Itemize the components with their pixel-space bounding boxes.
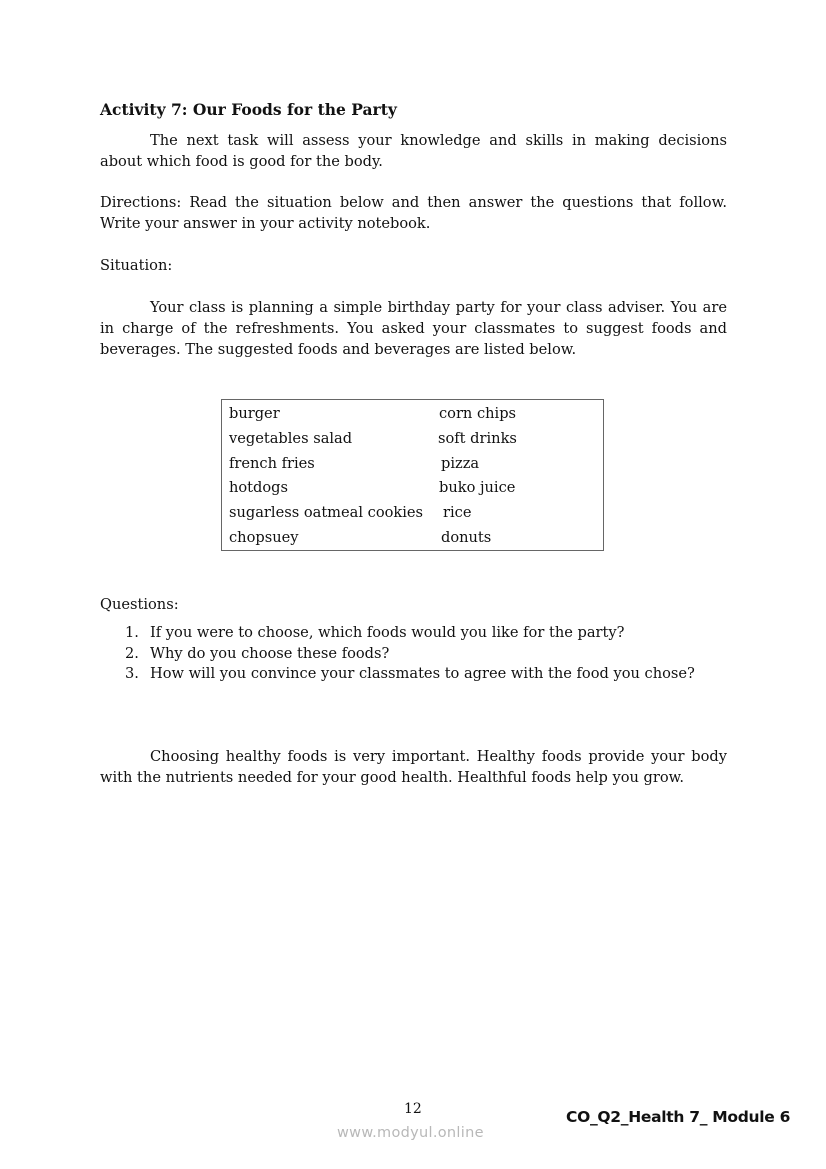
food-list-table xyxy=(221,399,604,551)
table-row xyxy=(229,452,599,477)
page-number: 12 xyxy=(404,1101,422,1117)
food-item: sugarless oatmeal cookies xyxy=(229,504,424,522)
activity-title: Activity 7: Our Foods for the Party xyxy=(100,100,397,119)
question-text: Why do you choose these foods? xyxy=(150,644,390,662)
closing-paragraph: Choosing healthy foods is very important. Healthy foods provide your body with the nutrients needed for your good health. Healthful foods help you grow. xyxy=(100,748,727,786)
food-item: buko juice xyxy=(439,479,516,497)
questions-list xyxy=(125,623,695,685)
question-number: 2. xyxy=(125,644,139,662)
module-tag: CO_Q2_Health 7_ Module 6 xyxy=(566,1108,791,1126)
food-item: burger xyxy=(229,405,280,422)
question-text: How will you convince your classmates to agree with the food you chose? xyxy=(150,665,695,682)
questions-label: Questions: xyxy=(100,596,179,613)
situation-label: Situation: xyxy=(100,257,173,274)
question-number: 3. xyxy=(125,665,139,682)
table-row xyxy=(229,501,599,526)
activity-section xyxy=(100,100,727,360)
table-row xyxy=(229,402,599,427)
food-item: rice xyxy=(443,504,472,522)
table-row xyxy=(229,526,599,551)
question-text: If you were to choose, which foods would you like for the party? xyxy=(150,624,625,641)
intro-paragraph: The next task will assess your knowledge and skills in making decisions about which food is good for the body. xyxy=(100,132,727,170)
question-item xyxy=(125,644,695,665)
situation-paragraph: Your class is planning a simple birthday party for your class adviser. You are in charge of the refreshments. You asked your classmates to suggest foods and beverages. The suggested foods and beverages are listed below. xyxy=(100,299,727,358)
question-number: 1. xyxy=(125,624,139,641)
watermark: www.modyul.online xyxy=(337,1125,484,1141)
food-item: soft drinks xyxy=(438,429,517,447)
food-item: french fries xyxy=(229,454,315,472)
food-item: vegetables salad xyxy=(229,429,353,447)
food-item: pizza xyxy=(441,454,480,472)
directions-paragraph: Directions: Read the situation below and then answer the questions that follow. Write your answer in your activity notebook. xyxy=(100,194,727,232)
food-grid xyxy=(229,402,599,551)
food-item: hotdogs xyxy=(229,479,289,497)
food-item: donuts xyxy=(441,528,492,546)
table-row xyxy=(229,427,599,452)
question-item xyxy=(125,664,695,685)
table-row xyxy=(229,476,599,501)
question-item xyxy=(125,623,695,644)
food-item: corn chips xyxy=(439,405,517,422)
food-item: chopsuey xyxy=(229,528,299,546)
